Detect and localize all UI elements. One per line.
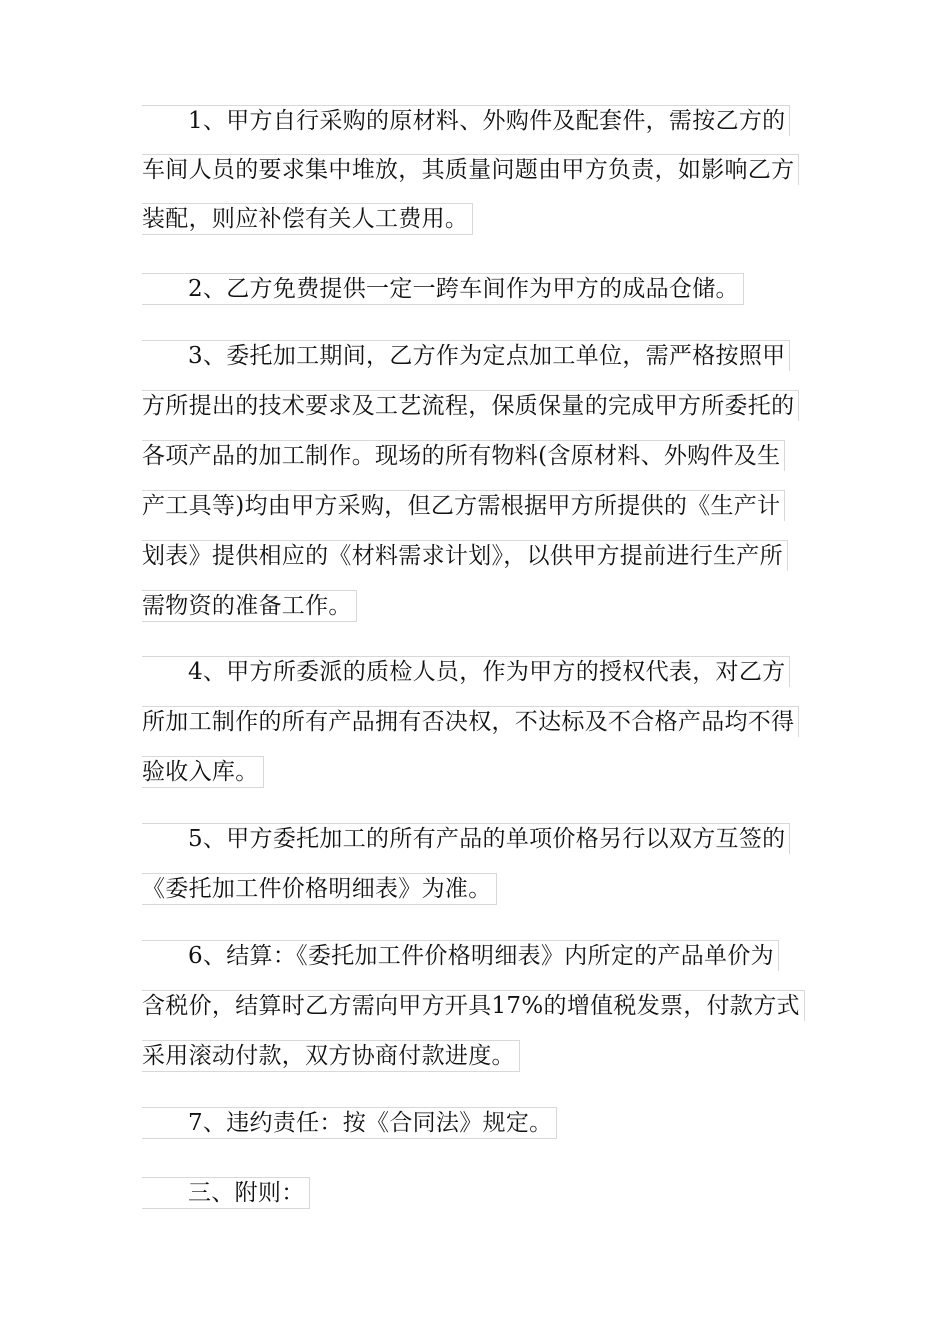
clause-5-line-1: 5、甲方委托加工的所有产品的单项价格另行以双方互签的 [142, 823, 790, 854]
clause-1-line-2: 车间人员的要求集中堆放，其质量问题由甲方负责，如影响乙方 [142, 154, 799, 185]
clause-7-line-1: 7、违约责任：按《合同法》规定。 [142, 1107, 557, 1139]
clause-3-line-1: 3、委托加工期间，乙方作为定点加工单位，需严格按照甲 [142, 340, 790, 371]
clause-6-line-2: 含税价，结算时乙方需向甲方开具17%的增值税发票，付款方式 [142, 990, 805, 1021]
clause-4-line-1: 4、甲方所委派的质检人员，作为甲方的授权代表，对乙方 [142, 656, 790, 687]
clause-6-line-3: 采用滚动付款，双方协商付款进度。 [142, 1040, 520, 1072]
clause-3-line-5: 划表》提供相应的《材料需求计划》，以供甲方提前进行生产所 [142, 540, 788, 571]
clause-4-line-2: 所加工制作的所有产品拥有否决权，不达标及不合格产品均不得 [142, 706, 799, 737]
clause-1-line-1: 1、甲方自行采购的原材料、外购件及配套件，需按乙方的 [142, 105, 790, 136]
clause-5-line-2: 《委托加工件价格明细表》为准。 [142, 873, 497, 905]
section-3-heading: 三、附则： [142, 1177, 310, 1209]
clause-3-line-6: 需物资的准备工作。 [142, 590, 357, 622]
clause-4-line-3: 验收入库。 [142, 756, 264, 788]
clause-2-line-1: 2、乙方免费提供一定一跨车间作为甲方的成品仓储。 [142, 273, 744, 305]
clause-6-line-1: 6、结算：《委托加工件价格明细表》内所定的产品单价为 [142, 940, 779, 971]
clause-3-line-2: 方所提出的技术要求及工艺流程，保质保量的完成甲方所委托的 [142, 390, 799, 421]
clause-3-line-3: 各项产品的加工制作。现场的所有物料(含原材料、外购件及生 [142, 440, 785, 471]
clause-3-line-4: 产工具等)均由甲方采购，但乙方需根据甲方所提供的《生产计 [142, 490, 785, 521]
clause-1-line-3: 装配，则应补偿有关人工费用。 [142, 203, 473, 235]
